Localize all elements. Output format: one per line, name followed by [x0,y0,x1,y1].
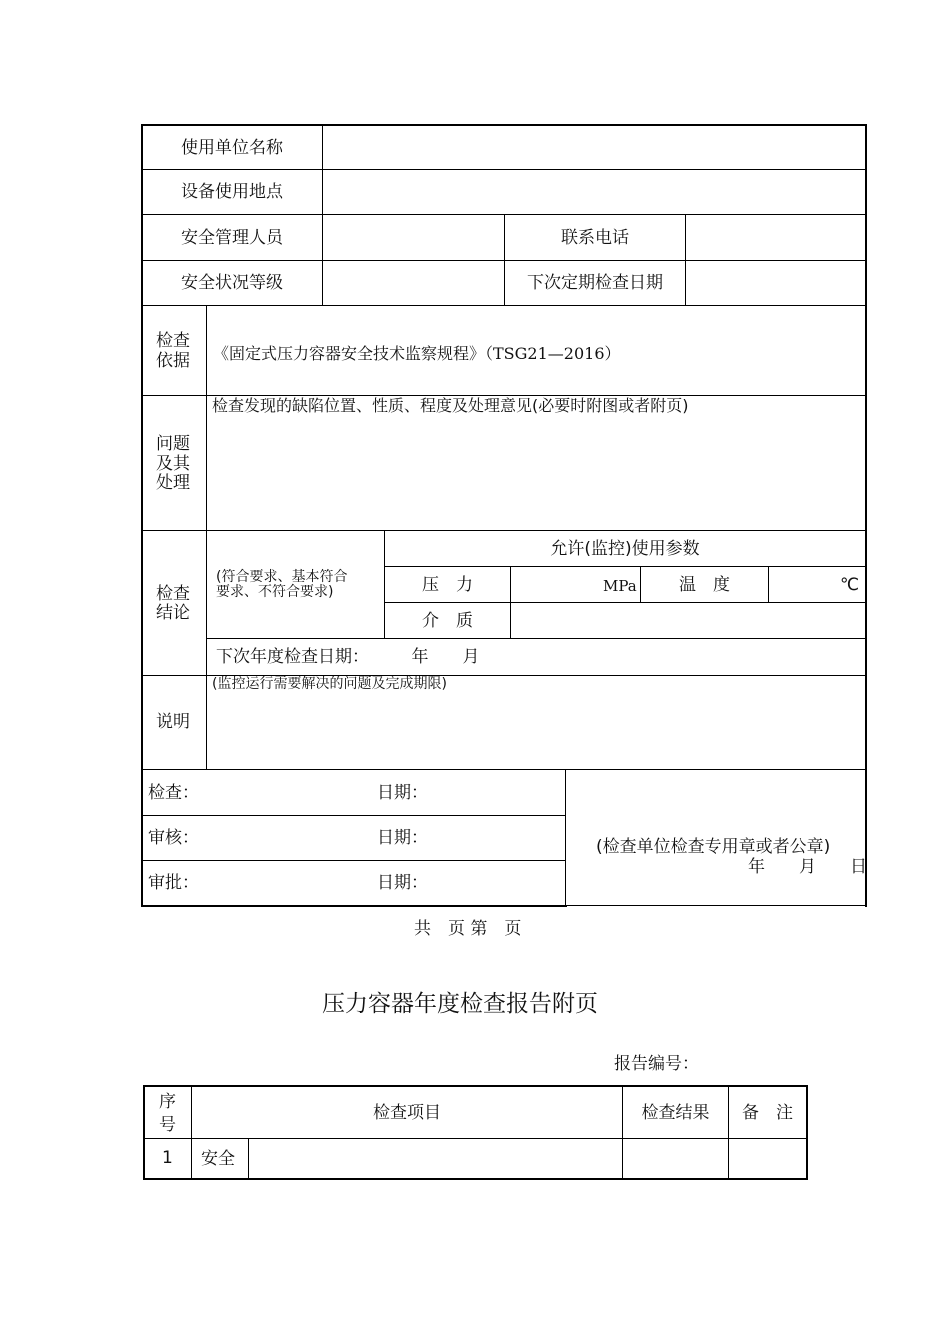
label-review-date: 日期： [377,828,428,848]
col-seq-2: 号 [159,1115,176,1135]
field-safety-manager[interactable] [323,215,504,260]
label-temperature: 温 度 [679,574,730,595]
conclusion-hint-2: 要求、不符合要求) [216,584,334,600]
label-pressure: 压 力 [422,574,473,595]
label-basis-2: 依据 [156,351,190,371]
seal-date: 年 月 日 [748,857,867,877]
label-user-unit: 使用单位名称 [181,137,283,158]
field-user-unit[interactable] [323,126,865,169]
basis-regulation-text: 《固定式压力容器安全技术监察规程》（TSG21—2016） [213,344,621,363]
label-checked-by: 检查： [148,783,199,803]
label-conclusion-2: 结论 [156,603,190,623]
page-footer: 共 页 第 页 [414,919,522,939]
label-conclusion-1: 检查 [156,584,190,604]
row-category: 安全 [201,1149,235,1169]
next-annual-inspection-date: 下次年度检查日期： 年 月 [216,647,480,667]
label-problems-2: 及其 [156,454,190,474]
col-inspection-item: 检查项目 [373,1102,441,1123]
col-seq-1: 序 [159,1092,176,1112]
label-equipment-location: 设备使用地点 [181,182,283,202]
notes-hint: (监控运行需要解决的问题及完成期限) [212,676,447,692]
label-problems-1: 问题 [156,434,190,454]
field-inspection-item[interactable] [250,1140,621,1177]
label-contact-phone: 联系电话 [561,227,629,248]
label-safety-manager: 安全管理人员 [181,227,283,248]
allowed-params-header: 允许(监控)使用参数 [550,538,700,559]
label-notes: 说明 [156,712,190,732]
label-next-inspection-date: 下次定期检查日期 [527,273,663,293]
field-safety-level[interactable] [323,261,504,305]
row-seq: 1 [162,1148,173,1168]
label-basis-1: 检查 [156,331,190,351]
field-next-inspection-date[interactable] [686,261,865,305]
label-medium: 介 质 [422,610,473,631]
label-problems-3: 处理 [156,473,190,493]
field-contact-phone[interactable] [686,215,865,260]
label-reviewed-by: 审核： [148,828,199,848]
report-number-label: 报告编号： [614,1054,699,1074]
appendix-title: 压力容器年度检查报告附页 [322,991,598,1017]
label-approved-by: 审批： [148,873,199,893]
conclusion-hint-1: (符合要求、基本符合 [216,569,348,585]
field-problems[interactable] [208,418,864,528]
col-remarks: 备 注 [742,1102,793,1123]
field-temperature[interactable] [770,567,836,602]
col-inspection-result: 检查结果 [641,1102,710,1123]
label-safety-level: 安全状况等级 [181,273,283,293]
pressure-unit: MPa [603,577,637,595]
field-equipment-location[interactable] [323,170,865,214]
problems-hint: 检查发现的缺陷位置、性质、程度及处理意见(必要时附图或者附页) [212,396,689,415]
temperature-unit: ℃ [840,575,860,595]
field-medium[interactable] [512,603,864,638]
field-remarks[interactable] [730,1140,805,1177]
label-check-date: 日期： [377,783,428,803]
field-pressure[interactable] [512,567,600,602]
field-notes[interactable] [208,695,864,767]
seal-text: (检查单位检查专用章或者公章) [596,837,831,857]
field-inspection-result[interactable] [624,1140,727,1177]
label-approval-date: 日期： [377,873,428,893]
